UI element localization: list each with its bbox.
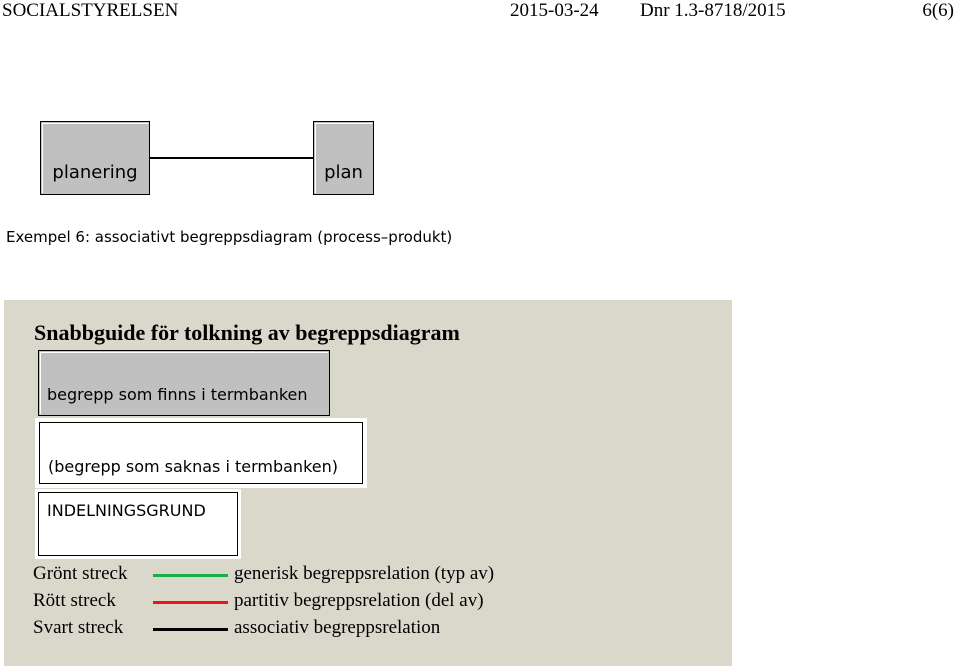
legend-line-name: Rött streck — [33, 590, 116, 611]
figure-caption: Exempel 6: associativt begreppsdiagram (process–produkt) — [6, 228, 453, 246]
header-dnr: Dnr 1.3-8718/2015 — [640, 0, 786, 21]
legend-box-label: (begrepp som saknas i termbanken) — [48, 457, 338, 476]
associative-relation-line — [150, 157, 313, 159]
legend-box-in-termbank — [38, 350, 330, 416]
red-line-swatch — [153, 601, 228, 604]
header-page-number: 6(6) — [922, 0, 954, 21]
legend-box-division-criterion — [35, 489, 241, 559]
concept-label: plan — [324, 162, 363, 183]
legend-line-name: Svart streck — [33, 617, 124, 638]
legend-box-label: INDELNINGSGRUND — [47, 501, 206, 520]
concept-label: planering — [52, 162, 138, 183]
concept-box-planering — [40, 121, 150, 195]
header-organization: SOCIALSTYRELSEN — [2, 0, 179, 21]
legend-line-description: generisk begreppsrelation (typ av) — [234, 563, 495, 584]
black-line-swatch — [153, 628, 228, 631]
legend-line-description: associativ begreppsrelation — [234, 617, 441, 638]
legend-box-missing-from-termbank — [35, 418, 367, 488]
green-line-swatch — [153, 574, 228, 577]
legend-line-name: Grönt streck — [33, 563, 128, 584]
quick-guide-panel — [4, 300, 732, 666]
legend-box-label: begrepp som finns i termbanken — [47, 385, 308, 404]
header-date: 2015-03-24 — [510, 0, 599, 21]
concept-box-plan — [313, 121, 374, 195]
legend-line-description: partitiv begreppsrelation (del av) — [234, 590, 484, 611]
quick-guide-title: Snabbguide för tolkning av begreppsdiagram — [34, 320, 460, 345]
